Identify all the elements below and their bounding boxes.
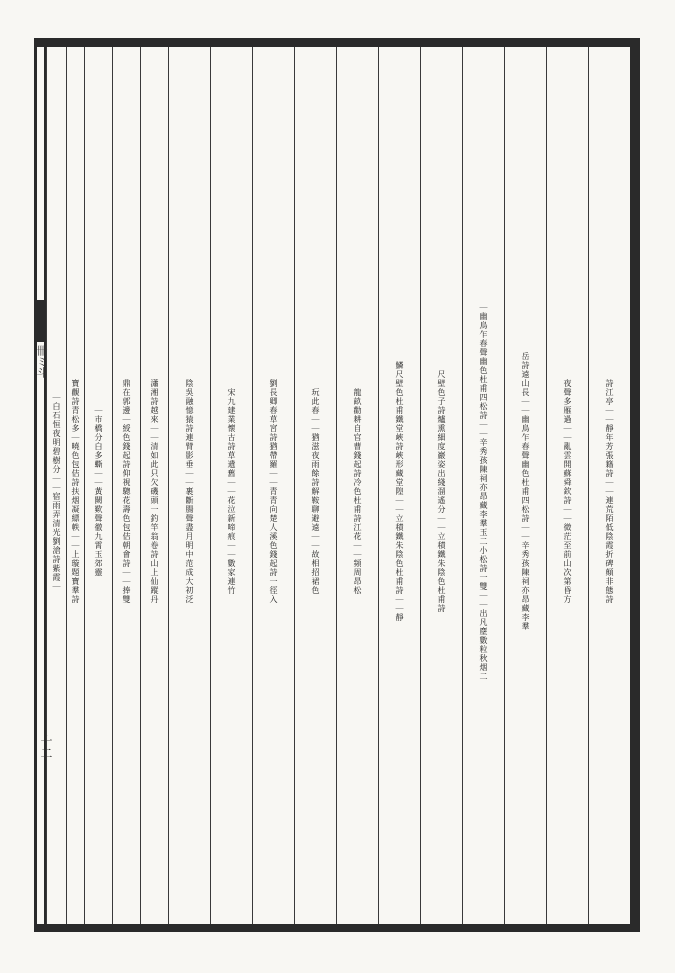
text-column-8 — [294, 47, 336, 924]
text-column-6 — [378, 47, 420, 924]
spine-label-text: 卌ミ斗 — [35, 345, 48, 378]
frame-right-border — [630, 38, 640, 932]
column-text-11: 陰吳融憶猿詩連臂影垂｜｜裹斷腸聲盡月明中范成大初泛 — [185, 379, 194, 604]
text-column-9 — [252, 47, 294, 924]
text-column-14 — [84, 47, 112, 924]
column-text-5: 尺壁色子詩爐熏細度巖姿出綫溜遙分｜｜立積鐵朱陰色杜甫詩 — [437, 370, 446, 613]
column-text-3: 岳詩遠山長｜｜幽鳥乍春聲幽色杜甫四松詩｜｜辛秀孩陳祠亦昂藏李羣 — [521, 352, 530, 631]
column-text-1: 詩江亭｜｜靜年芳張籍詩｜｜連荒陌低陰霞折碑顛非態詩 — [605, 379, 614, 604]
frame-top-border — [34, 38, 640, 47]
text-column-3 — [504, 47, 546, 924]
column-text-14: ｜市橋分白多蟖｜｜黃闕歎聲徹九霄玉郊靈 — [94, 406, 103, 577]
column-text-8: 玩此春｜｜猶滋夜雨餘詩解鞍聊避遠｜｜故相招裙色 — [311, 388, 320, 595]
page-number: 十二 — [39, 735, 53, 759]
text-column-7 — [336, 47, 378, 924]
text-column-10 — [210, 47, 252, 924]
column-text-15: 寶觀詩青松多｜曉色包佶詩扶烟凝縹帙｜｜上璇題寶羣詩 — [71, 379, 80, 604]
text-column-13 — [112, 47, 140, 924]
column-text-16: ｜白石恒夜明碧樹分｜｜宿雨弄清光劉滄詩紫霞｜ — [52, 392, 61, 591]
column-text-2: 夜聲多雁過｜｜亂雲開蘇舜欽詩｜｜微茫至前山次第昏方 — [563, 379, 572, 604]
column-text-13: 鼎在郭邊｜綬色錢起詩仰視驄花壽色包佶朝會詩｜｜捧雙 — [122, 379, 131, 604]
text-column-15 — [66, 47, 84, 924]
column-text-10: 宋九建業懷古詩草遺舊｜｜花泣新啼痕｜｜數家連竹 — [227, 388, 236, 595]
column-text-4: ｜幽鳥乍春聲幽色杜甫四松詩｜｜辛秀孩陳祠亦昂藏李羣玉二小松詩一雙｜｜出凡塵數粒秋烟二 — [479, 302, 488, 681]
text-column-1 — [588, 47, 630, 924]
text-column-5 — [420, 47, 462, 924]
text-column-12 — [140, 47, 168, 924]
frame-bottom-border — [34, 924, 640, 932]
text-column-2 — [546, 47, 588, 924]
column-text-9: 劉長卿春草宮詩猶帶羅｜｜青青向楚人溪色錢起詩一徑入 — [269, 379, 278, 604]
column-text-7: 龍畝勸耕自官曹錢起詩冷色杜甫詩江花｜｜頻周昂松 — [353, 388, 362, 595]
fish-tail-mark — [36, 300, 46, 342]
text-column-16 — [46, 47, 66, 924]
column-text-6: 鱗尺壁色杜甫鐵堂峽詩峽形藏堂隍｜｜立積鐵朱陰色杜甫詩｜｜靜 — [395, 361, 404, 622]
text-column-4 — [462, 47, 504, 924]
column-text-12: 瀟湘詩越來｜｜清如此只欠磯頭一釣竿翁卷詩山上仙蹤丹 — [150, 379, 159, 604]
text-column-11 — [168, 47, 210, 924]
